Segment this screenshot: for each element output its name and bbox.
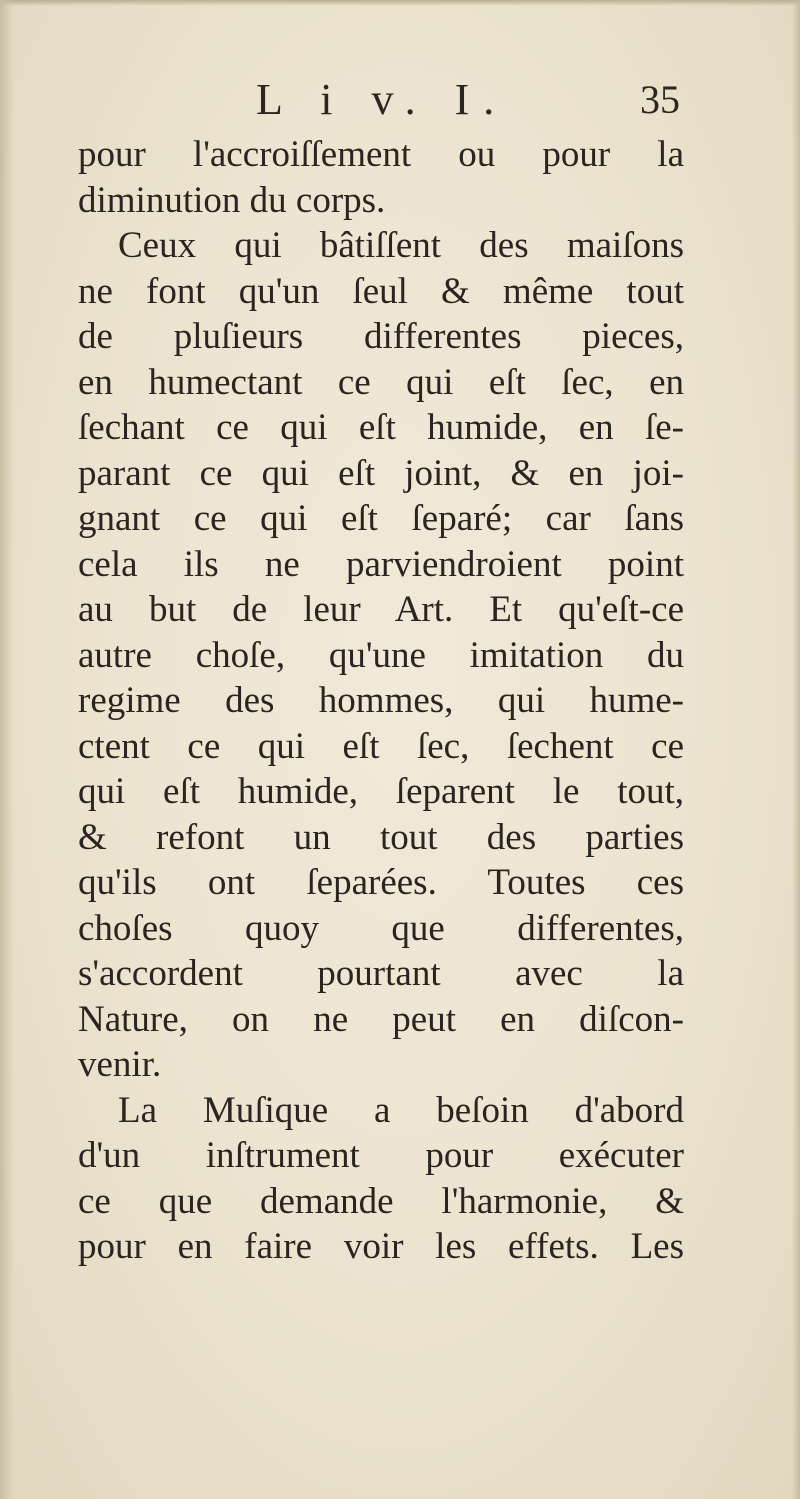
text-line: ne font qu'un ſeul & même tout: [78, 270, 684, 312]
text-line: diminution du corps.: [78, 179, 386, 221]
text-line: parant ce qui eſt joint, & en joi-: [78, 452, 684, 494]
text-line: & refont un tout des parties: [78, 816, 684, 858]
text-line: en humectant ce qui eſt ſec, en: [78, 361, 684, 403]
text-line: La Muſique a beſoin d'abord: [118, 1089, 684, 1131]
text-line: d'un inſtrument pour exécuter: [78, 1135, 684, 1176]
text-line: qu'ils ont ſeparées. Toutes ces: [78, 862, 684, 903]
text-line: choſes quoy que differentes,: [78, 907, 684, 949]
page-top-shadow: [0, 0, 800, 6]
text-line: pour l'accroiſſement ou pour la: [78, 134, 684, 175]
text-line: ctent ce qui eſt ſec, ſechent ce: [78, 725, 684, 767]
text-line: Nature, on ne peut en diſcon-: [78, 998, 684, 1040]
page-edge-shadow: [792, 0, 800, 1499]
text-line: cela ils ne parviendroient point: [78, 543, 684, 585]
text-line: qui eſt humide, ſeparent le tout,: [78, 771, 684, 812]
text-line: regime des hommes, qui hume-: [78, 680, 684, 721]
text-line: venir.: [78, 1044, 162, 1085]
text-line: de pluſieurs differentes pieces,: [78, 316, 684, 357]
text-line: autre choſe, qu'une imitation du: [78, 634, 684, 676]
text-line: s'accordent pourtant avec la: [78, 953, 684, 994]
running-title: L i v. I.: [256, 75, 509, 124]
text-line: pour en faire voir les effets. Les: [78, 1226, 684, 1267]
page-number: 35: [640, 77, 680, 122]
text-line: Ceux qui bâtiſſent des maiſons: [118, 225, 684, 266]
text-line: ce que demande l'harmonie, &: [78, 1180, 684, 1222]
running-head: [80, 70, 680, 130]
body-text: [78, 132, 684, 1270]
text-line: gnant ce qui eſt ſeparé; car ſans: [78, 498, 684, 539]
text-line: ſechant ce qui eſt humide, en ſe-: [78, 407, 684, 448]
page-gutter-shadow: [0, 0, 14, 1499]
text-line: au but de leur Art. Et qu'eſt-ce: [78, 589, 684, 630]
